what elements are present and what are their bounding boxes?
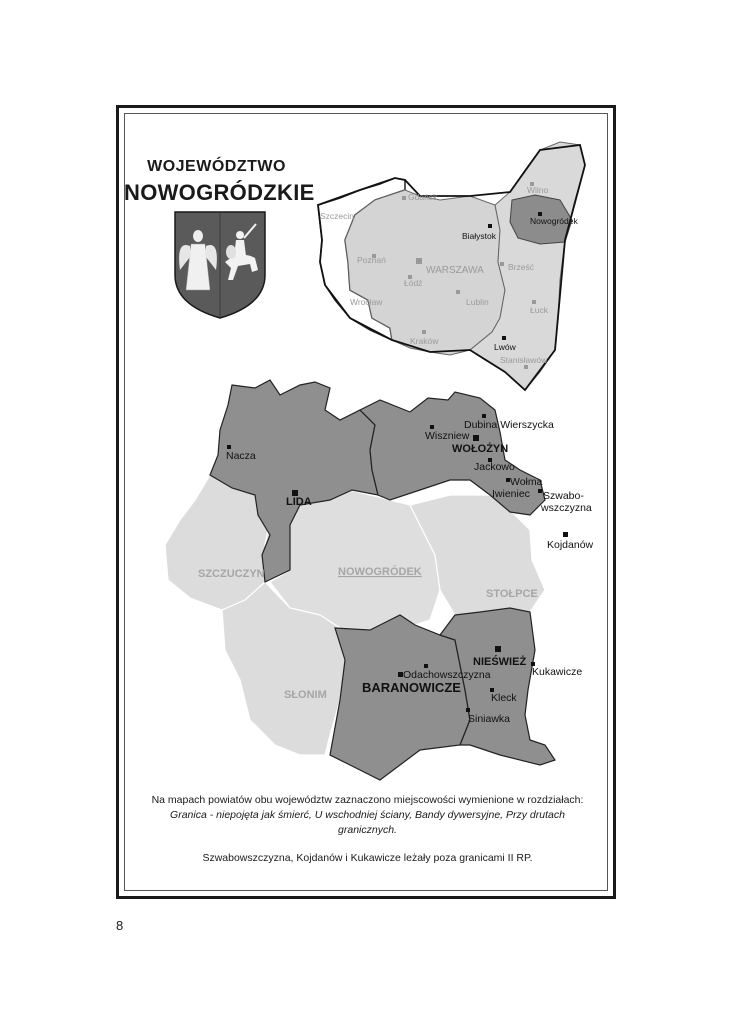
city-stanislawow: Stanisławów — [500, 355, 548, 365]
district-label-szczuczyn: SZCZUCZYN — [198, 568, 265, 580]
city-gdansk: Gdańsk — [408, 192, 438, 202]
caption-line-2: Granica - niepojęta jak śmierć, U wschodniej ściany, Bandy dywersyjne, Przy drutach — [170, 809, 565, 821]
district-map — [165, 380, 594, 780]
place-szwabowszczyzna-2: wszczyzna — [541, 502, 592, 514]
city-bialystok: Białystok — [462, 231, 497, 241]
city-wroclaw: Wrocław — [350, 297, 383, 307]
place-kojdanow: Kojdanów — [547, 539, 594, 551]
city-lublin: Lublin — [466, 297, 489, 307]
district-label-wolozyn: WOŁOŻYN — [452, 443, 509, 455]
city-lwow: Lwów — [494, 342, 516, 352]
district-baranowicze — [330, 615, 470, 780]
city-lodz: Łódź — [404, 278, 423, 288]
place-szwabowszczyzna-1: Szwabo- — [543, 490, 584, 502]
place-wolma: Wołma — [510, 476, 543, 488]
map-note: Szwabowszczyzna, Kojdanów i Kukawicze leżały poza granicami II RP. — [202, 852, 533, 864]
district-label-stolpce: STOŁPCE — [486, 588, 538, 600]
city-krakow: Kraków — [410, 336, 439, 346]
place-odachowszczyzna: Odachowszczyzna — [403, 669, 491, 681]
place-wiszniew: Wiszniew — [425, 430, 470, 442]
caption-line-3: granicznych. — [338, 824, 397, 836]
overview-map — [318, 142, 585, 390]
map-caption — [140, 793, 595, 838]
place-kleck: Kleck — [491, 692, 517, 704]
city-wilno: Wilno — [527, 185, 549, 195]
place-jackowo: Jackowo — [474, 461, 515, 473]
district-label-slonim: SŁONIM — [284, 689, 327, 701]
city-brzesc: Brześć — [508, 262, 534, 272]
district-label-nowogrodek: NOWOGRÓDEK — [338, 566, 422, 578]
caption-line-1: Na mapach powiatów obu województw zaznaczono miejscowości wymienione w rozdziałach: — [151, 794, 584, 806]
place-iwieniec: Iwieniec — [492, 488, 530, 500]
title-voivodeship: WOJEWÓDZTWO — [147, 158, 286, 175]
place-dubina-wierszycka: Dubina Wierszycka — [464, 419, 554, 431]
page-number: 8 — [116, 918, 124, 933]
place-siniawka: Siniawka — [468, 713, 511, 725]
district-label-lida: LIDA — [286, 496, 312, 508]
coat-of-arms — [175, 212, 265, 318]
city-warszawa: WARSZAWA — [426, 265, 484, 276]
city-nowogrodek: Nowogródek — [530, 216, 578, 226]
city-luck: Łuck — [530, 305, 548, 315]
place-nacza: Nacza — [226, 450, 256, 462]
district-label-nieswiez: NIEŚWIEŻ — [473, 656, 527, 668]
district-label-baranowicze: BARANOWICZE — [362, 680, 461, 695]
place-kukawicze: Kukawicze — [532, 666, 583, 678]
title-name: NOWOGRÓDZKIE — [124, 180, 315, 205]
city-poznan: Poznań — [357, 255, 386, 265]
city-szczecin: Szczecin — [320, 211, 355, 221]
